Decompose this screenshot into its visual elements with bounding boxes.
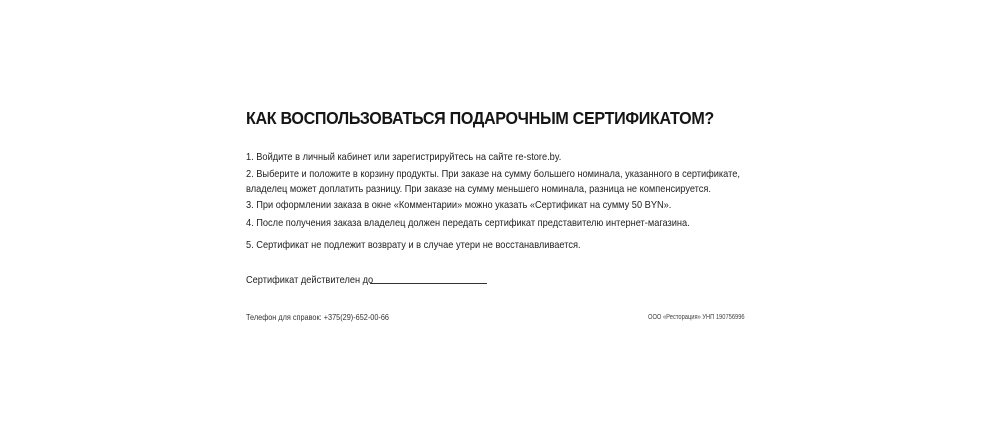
rule-item-3: 3. При оформлении заказа в окне «Комментарии» можно указать «Сертификат на сумму 50 BYN». <box>246 199 672 211</box>
rule-item-1: 1. Войдите в личный кабинет или зарегистрируйтесь на сайте re-store.by. <box>246 151 562 163</box>
valid-until-label: Сертификат действителен до <box>246 274 374 286</box>
support-phone: Телефон для справок: +375(29)-652-00-66 <box>246 312 389 322</box>
rule-item-4: 4. После получения заказа владелец должен передать сертификат представителю интернет-магазина. <box>246 217 690 229</box>
company-details: ООО «Ресторация» УНП 190756996 <box>648 314 745 321</box>
rule-item-5: 5. Сертификат не подлежит возврату и в случае утери не восстанавливается. <box>246 239 581 251</box>
rule-item-2-line-1: 2. Выберите и положите в корзину продукты. При заказе на сумму большего номинала, указанного в сертификате, <box>246 168 740 180</box>
rule-item-2-line-2: владелец может доплатить разницу. При заказе на сумму меньшего номинала, разница не компенсируется. <box>246 183 711 195</box>
rule-item-2 <box>246 167 740 197</box>
valid-until-blank-line <box>370 283 487 284</box>
certificate-title: КАК ВОСПОЛЬЗОВАТЬСЯ ПОДАРОЧНЫМ СЕРТИФИКАТОМ? <box>246 108 714 128</box>
